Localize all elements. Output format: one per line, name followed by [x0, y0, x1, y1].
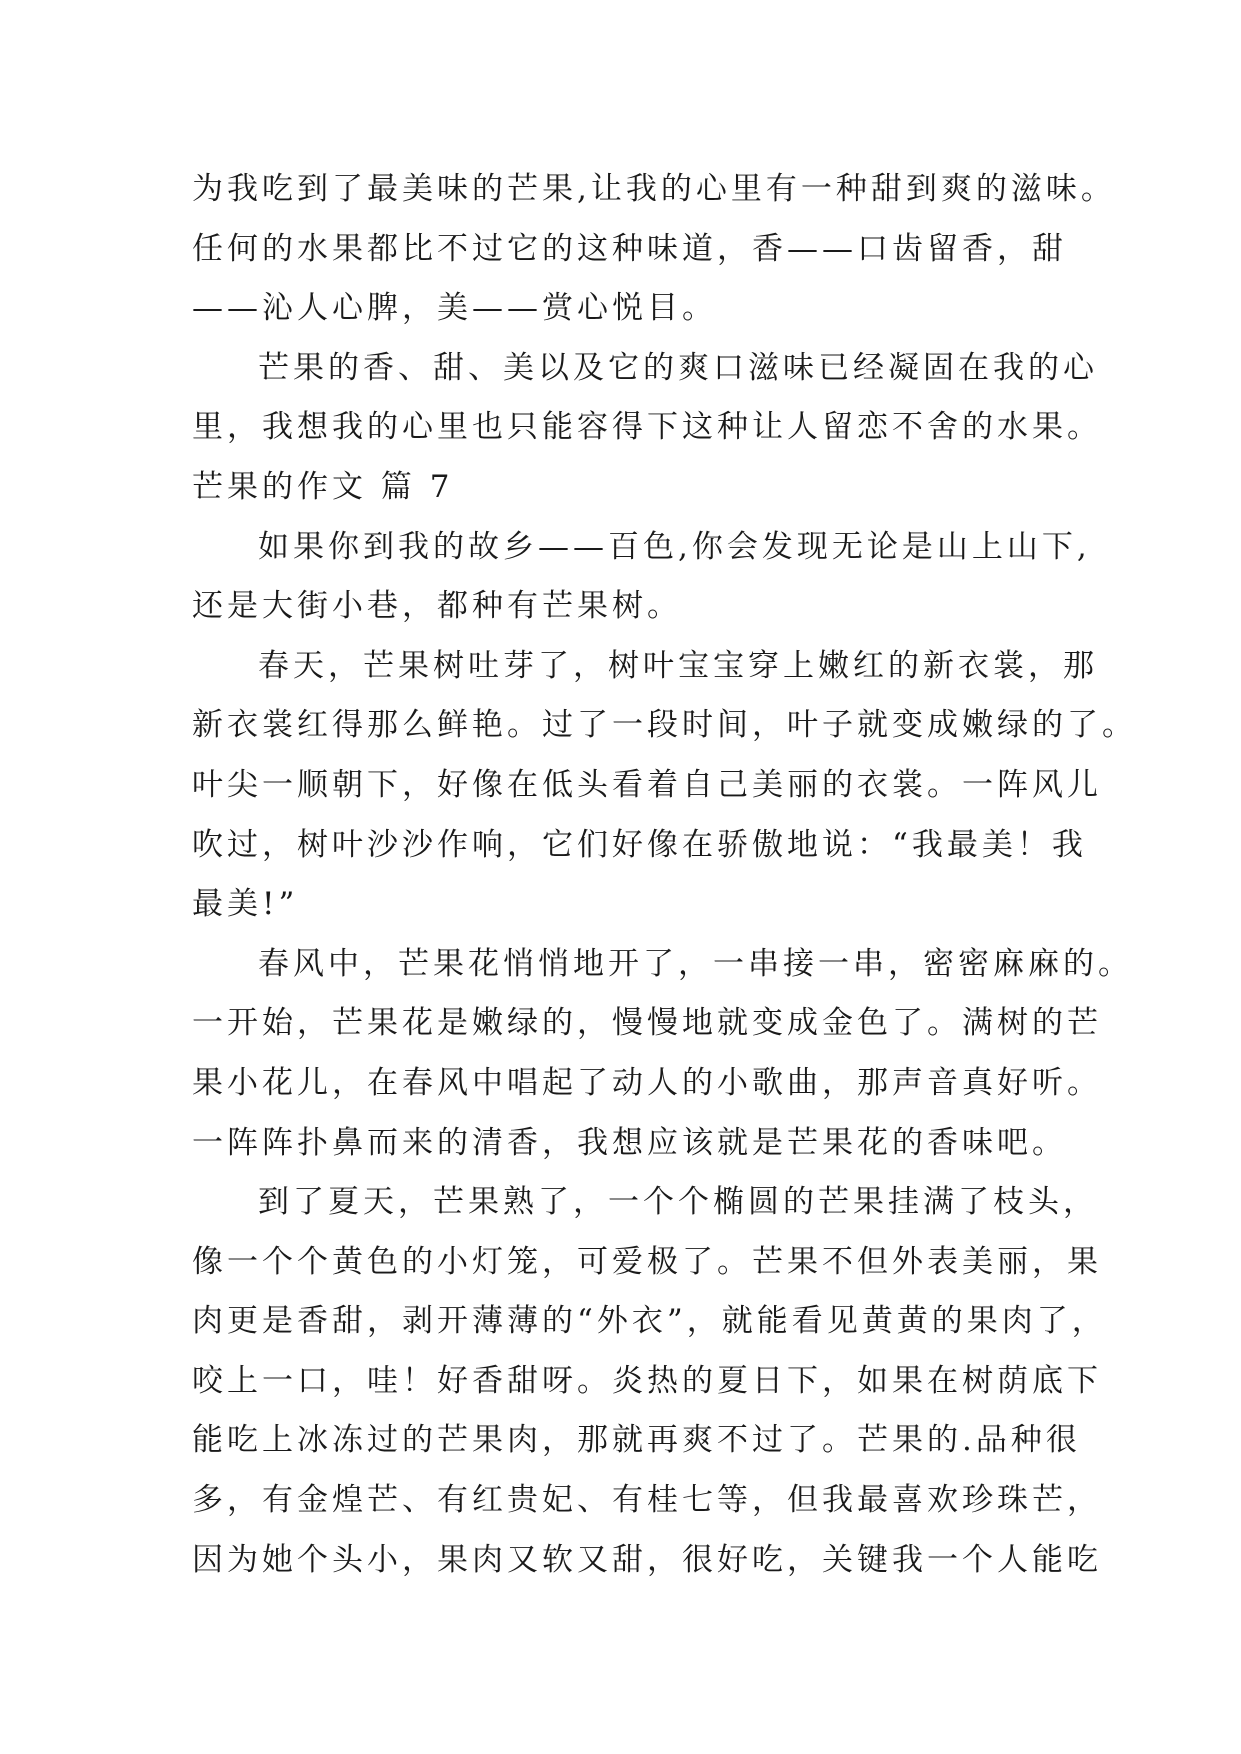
text-line: 春天，芒果树吐芽了，树叶宝宝穿上嫩红的新衣裳，那 [258, 647, 1098, 684]
text-line: 如果你到我的故乡——百色,你会发现无论是山上山下, [258, 528, 1091, 565]
text-line: 多，有金煌芒、有红贵妃、有桂七等，但我最喜欢珍珠芒， [192, 1482, 1102, 1519]
text-line: 一阵阵扑鼻而来的清香，我想应该就是芒果花的香味吧。 [192, 1124, 1067, 1161]
text-line: 春风中，芒果花悄悄地开了，一串接一串，密密麻麻的。 [258, 945, 1133, 982]
text-line: 咬上一口，哇！好香甜呀。炎热的夏日下，如果在树荫底下 [192, 1362, 1102, 1399]
text-line: 能吃上冰冻过的芒果肉，那就再爽不过了。芒果的.品种很 [192, 1422, 1081, 1459]
text-line: ——沁人心脾，美——赏心悦目。 [192, 290, 717, 327]
text-line: 叶尖一顺朝下，好像在低头看着自己美丽的衣裳。一阵风儿 [192, 766, 1102, 803]
text-line: 芒果的香、甜、美以及它的爽口滋味已经凝固在我的心 [258, 349, 1098, 386]
text-line: 新衣裳红得那么鲜艳。过了一段时间，叶子就变成嫩绿的了。 [192, 707, 1137, 744]
text-line: 吹过，树叶沙沙作响，它们好像在骄傲地说：“我最美！我 [192, 826, 1087, 863]
text-line: 到了夏天，芒果熟了，一个个椭圆的芒果挂满了枝头， [258, 1184, 1098, 1221]
text-line: 里，我想我的心里也只能容得下这种让人留恋不舍的水果。 [192, 409, 1102, 446]
text-line: 一开始，芒果花是嫩绿的，慢慢地就变成金色了。满树的芒 [192, 1005, 1102, 1042]
text-line: 为我吃到了最美味的芒果,让我的心里有一种甜到爽的滋味。 [192, 171, 1116, 207]
section-heading: 芒果的作文 篇 7 [192, 468, 454, 505]
document-body [192, 160, 1137, 1590]
text-line: 因为她个头小，果肉又软又甜，很好吃，关键我一个人能吃 [192, 1541, 1102, 1578]
text-line: 像一个个黄色的小灯笼，可爱极了。芒果不但外表美丽，果 [192, 1243, 1102, 1280]
text-line: 最美!” [192, 886, 299, 923]
text-line: 肉更是香甜，剥开薄薄的“外衣”，就能看见黄黄的果肉了， [192, 1303, 1107, 1340]
text-line: 任何的水果都比不过它的这种味道，香——口齿留香，甜 [192, 230, 1067, 267]
text-line: 还是大街小巷，都种有芒果树。 [192, 588, 682, 625]
text-line: 果小花儿，在春风中唱起了动人的小歌曲，那声音真好听。 [192, 1064, 1102, 1101]
